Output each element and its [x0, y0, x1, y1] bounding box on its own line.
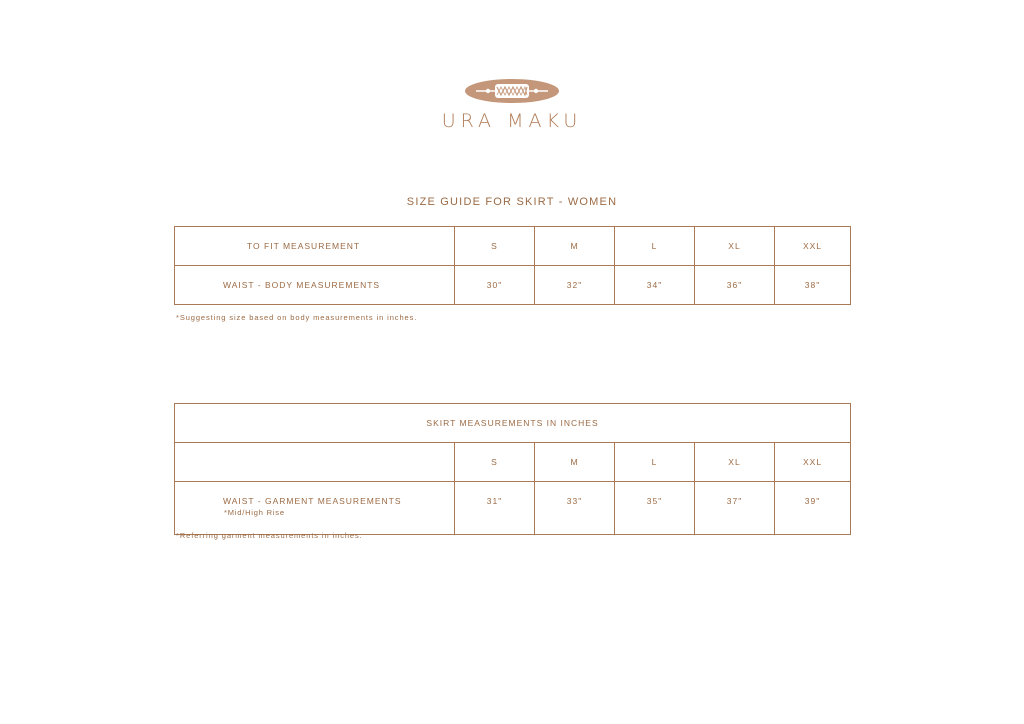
table-cell: 38"	[775, 266, 851, 305]
page-title: SIZE GUIDE FOR SKIRT - WOMEN	[406, 196, 618, 208]
table-cell: 35"	[615, 482, 695, 535]
body-size-table	[174, 226, 851, 305]
table-header-row	[175, 443, 851, 482]
size-header: L	[615, 443, 695, 482]
canoe-logo-icon	[464, 78, 560, 104]
table-cell: 30"	[455, 266, 535, 305]
size-header: XL	[695, 227, 775, 266]
row-label: WAIST - BODY MEASUREMENTS	[175, 266, 455, 305]
size-header: XXL	[775, 227, 851, 266]
table-cell: 33"	[535, 482, 615, 535]
table-caption: SKIRT MEASUREMENTS IN INCHES	[175, 404, 851, 443]
table-cell: 32"	[535, 266, 615, 305]
table-note: *Suggesting size based on body measurements in inches.	[176, 313, 418, 322]
size-header: XL	[695, 443, 775, 482]
table-cell: 37"	[695, 482, 775, 535]
size-header: S	[455, 227, 535, 266]
table-header-row	[175, 227, 851, 266]
size-header: S	[455, 443, 535, 482]
table-cell: 34"	[615, 266, 695, 305]
to-fit-header: TO FIT MEASUREMENT	[175, 227, 455, 266]
table-caption-row	[175, 404, 851, 443]
table-cell: 31"	[455, 482, 535, 535]
row-sublabel: *Mid/High Rise	[224, 508, 285, 517]
size-header: M	[535, 443, 615, 482]
table-cell: 39"	[775, 482, 851, 535]
brand-name: URA MAKU	[441, 110, 583, 132]
row-label: WAIST - GARMENT MEASUREMENTS	[223, 496, 402, 506]
table-cell: 36"	[695, 266, 775, 305]
size-header: XXL	[775, 443, 851, 482]
empty-header-cell	[175, 443, 455, 482]
table-row	[175, 482, 851, 535]
size-header: M	[535, 227, 615, 266]
brand-logo	[0, 78, 1024, 132]
garment-size-table	[174, 403, 851, 535]
table-row	[175, 266, 851, 305]
table-note: *Referring garment measurements in inches.	[176, 531, 363, 540]
size-header: L	[615, 227, 695, 266]
row-label-cell	[175, 482, 455, 535]
